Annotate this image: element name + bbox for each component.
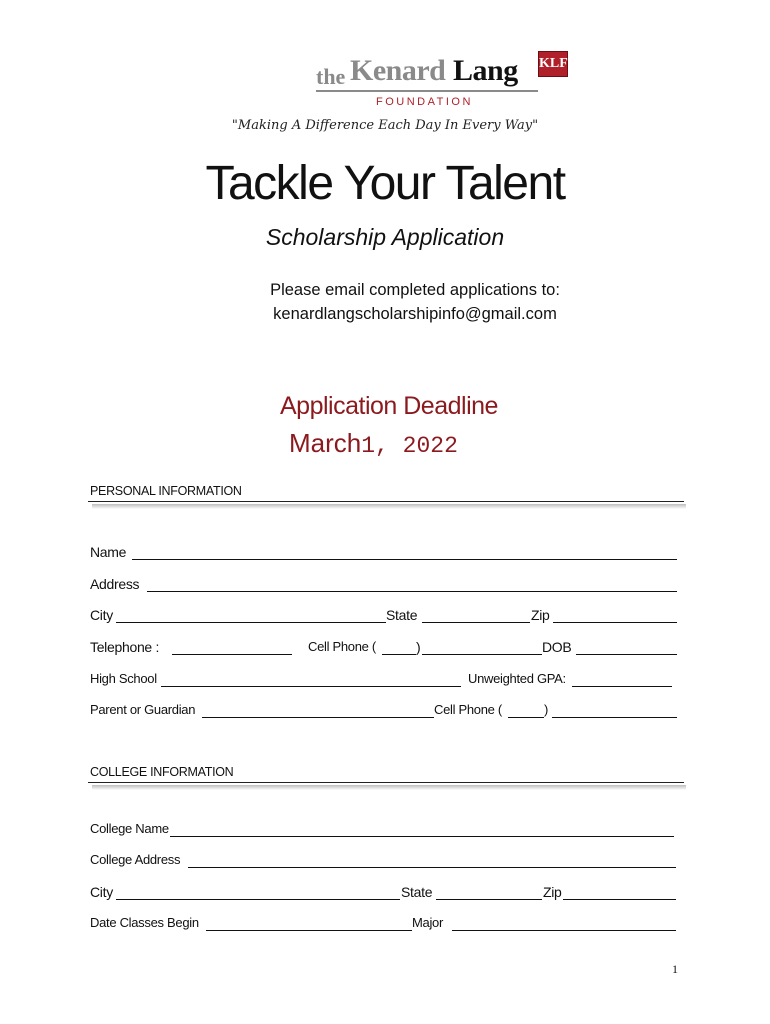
name-label: Name bbox=[90, 544, 127, 560]
gpa-field[interactable] bbox=[572, 686, 672, 687]
section-rule bbox=[88, 782, 684, 783]
section-shadow bbox=[92, 504, 686, 509]
college-name-row bbox=[90, 821, 678, 843]
major-field[interactable] bbox=[452, 930, 676, 931]
cell-area-code-field[interactable] bbox=[382, 654, 416, 655]
cell-phone-close: ) bbox=[416, 639, 421, 655]
email-address: kenardlangscholarshipinfo@gmail.com bbox=[273, 305, 557, 323]
guardian-row bbox=[90, 702, 678, 724]
logo-lang-text: Lang bbox=[453, 54, 518, 87]
section-shadow bbox=[92, 785, 686, 790]
telephone-field[interactable] bbox=[172, 654, 292, 655]
college-state-field[interactable] bbox=[436, 899, 542, 900]
gpa-label: Unweighted GPA: bbox=[468, 671, 566, 686]
guardian-cell-field[interactable] bbox=[552, 717, 677, 718]
college-info-section-header bbox=[88, 765, 684, 791]
college-city-field[interactable] bbox=[116, 899, 400, 900]
deadline-month: March bbox=[289, 428, 362, 458]
cell-phone-field[interactable] bbox=[422, 654, 542, 655]
guardian-cell-label: Cell Phone ( bbox=[434, 702, 502, 717]
dates-major-row bbox=[90, 915, 678, 937]
college-address-row bbox=[90, 852, 678, 874]
guardian-cell-close: ) bbox=[544, 702, 549, 717]
city-state-zip-row bbox=[90, 607, 678, 629]
dob-field[interactable] bbox=[576, 654, 677, 655]
college-zip-label: Zip bbox=[543, 884, 562, 900]
state-label: State bbox=[386, 607, 418, 623]
deadline-date bbox=[289, 428, 458, 459]
personal-info-title: PERSONAL INFORMATION bbox=[90, 484, 242, 498]
page-subtitle: Scholarship Application bbox=[265, 224, 505, 250]
zip-field[interactable] bbox=[553, 622, 677, 623]
foundation-logo bbox=[316, 48, 576, 108]
date-classes-begin-label: Date Classes Begin bbox=[90, 915, 199, 930]
high-school-label: High School bbox=[90, 671, 157, 686]
email-note bbox=[0, 278, 770, 326]
guardian-label: Parent or Guardian bbox=[90, 702, 196, 717]
guardian-field[interactable] bbox=[202, 717, 434, 718]
logo-foundation-text: FOUNDATION bbox=[376, 96, 473, 108]
college-address-field[interactable] bbox=[188, 867, 676, 868]
college-name-label: College Name bbox=[90, 821, 169, 836]
telephone-label: Telephone : bbox=[90, 639, 160, 655]
college-city-state-zip-row bbox=[90, 884, 678, 906]
name-field[interactable] bbox=[132, 559, 677, 560]
personal-info-section-header bbox=[88, 484, 684, 510]
major-label: Major bbox=[412, 915, 444, 930]
state-field[interactable] bbox=[422, 622, 530, 623]
section-rule bbox=[88, 501, 684, 502]
college-state-label: State bbox=[401, 884, 433, 900]
address-row bbox=[90, 576, 678, 598]
logo-badge: KLF bbox=[538, 51, 568, 77]
page-number: 1 bbox=[672, 962, 678, 976]
zip-label: Zip bbox=[531, 607, 550, 623]
college-city-label: City bbox=[90, 884, 113, 900]
high-school-row bbox=[90, 671, 678, 693]
deadline-label: Application Deadline bbox=[280, 392, 498, 420]
college-zip-field[interactable] bbox=[563, 899, 676, 900]
email-note-line1: Please email completed applications to: bbox=[270, 281, 560, 299]
address-label: Address bbox=[90, 576, 140, 592]
page-title: Tackle Your Talent bbox=[205, 157, 565, 210]
college-address-label: College Address bbox=[90, 852, 181, 867]
address-field[interactable] bbox=[147, 591, 677, 592]
high-school-field[interactable] bbox=[161, 686, 461, 687]
logo-the-text: the bbox=[316, 64, 346, 89]
guardian-area-code-field[interactable] bbox=[508, 717, 544, 718]
dob-label: DOB bbox=[542, 639, 572, 655]
college-info-title: COLLEGE INFORMATION bbox=[90, 765, 234, 779]
logo-rule bbox=[316, 90, 538, 92]
cell-phone-label: Cell Phone ( bbox=[308, 639, 376, 654]
name-row bbox=[90, 544, 678, 566]
motto: "Making A Difference Each Day In Every Way" bbox=[231, 118, 539, 133]
logo-kenard-text: Kenard bbox=[350, 54, 446, 87]
college-name-field[interactable] bbox=[170, 836, 674, 837]
telephone-row bbox=[90, 639, 678, 661]
city-field[interactable] bbox=[116, 622, 386, 623]
deadline-day: 1, 2022 bbox=[361, 433, 458, 459]
city-label: City bbox=[90, 607, 113, 623]
date-classes-begin-field[interactable] bbox=[206, 930, 412, 931]
